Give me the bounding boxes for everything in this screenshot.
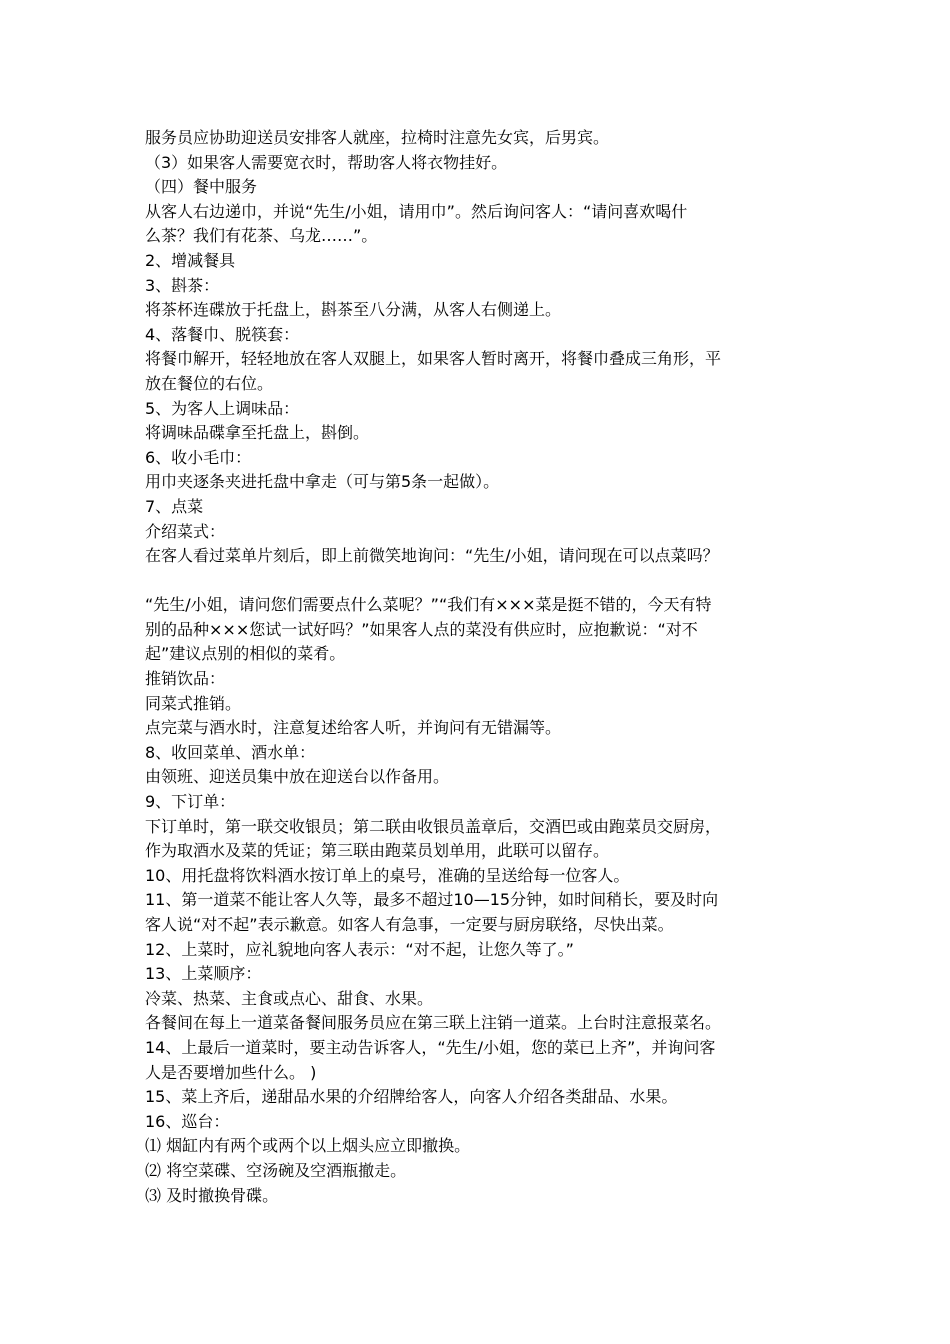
- text-line: 同菜式推销。: [145, 693, 242, 713]
- text-line: 2、增减餐具: [145, 250, 236, 270]
- text-line: 12、上菜时，应礼貌地向客人表示：“对不起，让您久等了。”: [145, 939, 574, 959]
- text-line: 16、巡台：: [145, 1111, 230, 1131]
- text-line: 起”建议点别的相似的菜肴。: [145, 644, 346, 664]
- document-body: [145, 126, 835, 1208]
- text-line: （四）餐中服务: [145, 177, 258, 197]
- text-line: 8、收回菜单、酒水单：: [145, 742, 316, 762]
- text-line: 6、收小毛巾：: [145, 447, 252, 467]
- text-line: 介绍菜式：: [145, 521, 226, 541]
- text-line: 11、第一道菜不能让客人久等，最多不超过10—15分钟，如时间稍长，要及时向: [145, 890, 719, 910]
- text-line: 推销饮品：: [145, 669, 226, 689]
- text-line: 放在餐位的右位。: [145, 373, 274, 393]
- text-line: 作为取酒水及菜的凭证；第三联由跑菜员划单用，此联可以留存。: [145, 841, 610, 861]
- text-line: “先生/小姐，请问您们需要点什么菜呢？”“我们有×××菜是挺不错的，今天有特: [145, 595, 712, 615]
- text-line: 在客人看过菜单片刻后，即上前微笑地询问：“先生/小姐，请问现在可以点菜吗？: [145, 546, 719, 566]
- text-line: ⑴ 烟缸内有两个或两个以上烟头应立即撤换。: [145, 1136, 471, 1156]
- blank-line: [145, 569, 835, 594]
- text-line: 客人说“对不起”表示歉意。如客人有急事，一定要与厨房联络，尽快出菜。: [145, 915, 674, 934]
- text-line: 下订单时，第一联交收银员；第二联由收银员盖章后，交酒巴或由跑菜员交厨房，: [145, 816, 722, 836]
- text-line: 由领班、迎送员集中放在迎送台以作备用。: [145, 767, 450, 787]
- text-line: 服务员应协助迎送员安排客人就座，拉椅时注意先女宾，后男宾。: [145, 128, 610, 147]
- text-line: 将餐巾解开，轻轻地放在客人双腿上，如果客人暂时离开，将餐巾叠成三角形，平: [145, 349, 722, 369]
- text-line: 10、用托盘将饮料酒水按订单上的桌号，准确的呈送给每一位客人。: [145, 865, 630, 885]
- text-line: 9、下订单：: [145, 792, 236, 812]
- text-line: 4、落餐巾、脱筷套：: [145, 324, 300, 344]
- text-line: 14、上最后一道菜时，要主动告诉客人，“先生/小姐，您的菜已上齐”，并询问客: [145, 1037, 716, 1057]
- text-line: ⑵ 将空菜碟、空汤碗及空酒瓶撤走。: [145, 1160, 407, 1180]
- text-line: 用巾夹逐条夹进托盘中拿走（可与第5条一起做）。: [145, 472, 500, 492]
- text-line: 13、上菜顺序：: [145, 964, 262, 984]
- text-line: 人是否要增加些什么。 ): [145, 1062, 317, 1082]
- text-line: 7、点菜: [145, 496, 204, 516]
- text-line: 将茶杯连碟放于托盘上，斟茶至八分满，从客人右侧递上。: [145, 300, 562, 320]
- text-line: （3）如果客人需要宽衣时，帮助客人将衣物挂好。: [145, 152, 508, 172]
- text-line: 从客人右边递巾，并说“先生/小姐，请用巾”。然后询问客人：“请问喜欢喝什: [145, 201, 688, 221]
- text-line: 将调味品碟拿至托盘上，斟倒。: [145, 423, 370, 443]
- text-line: 各餐间在每上一道菜备餐间服务员应在第三联上注销一道菜。上台时注意报菜名。: [145, 1013, 722, 1033]
- text-line: 冷菜、热菜、主食或点心、甜食、水果。: [145, 988, 434, 1008]
- text-line: 么茶？我们有花茶、乌龙……”。: [145, 226, 378, 246]
- text-line: 别的品种×××您试一试好吗？”如果客人点的菜没有供应时，应抱歉说：“对不: [145, 619, 698, 639]
- text-line: 点完菜与酒水时，注意复述给客人听，并询问有无错漏等。: [145, 718, 562, 738]
- text-line: 15、菜上齐后，递甜品水果的介绍牌给客人，向客人介绍各类甜品、水果。: [145, 1087, 678, 1107]
- text-line: 3、斟茶：: [145, 275, 220, 295]
- text-line: ⑶ 及时撤换骨碟。: [145, 1185, 279, 1205]
- text-line: 5、为客人上调味品：: [145, 398, 300, 418]
